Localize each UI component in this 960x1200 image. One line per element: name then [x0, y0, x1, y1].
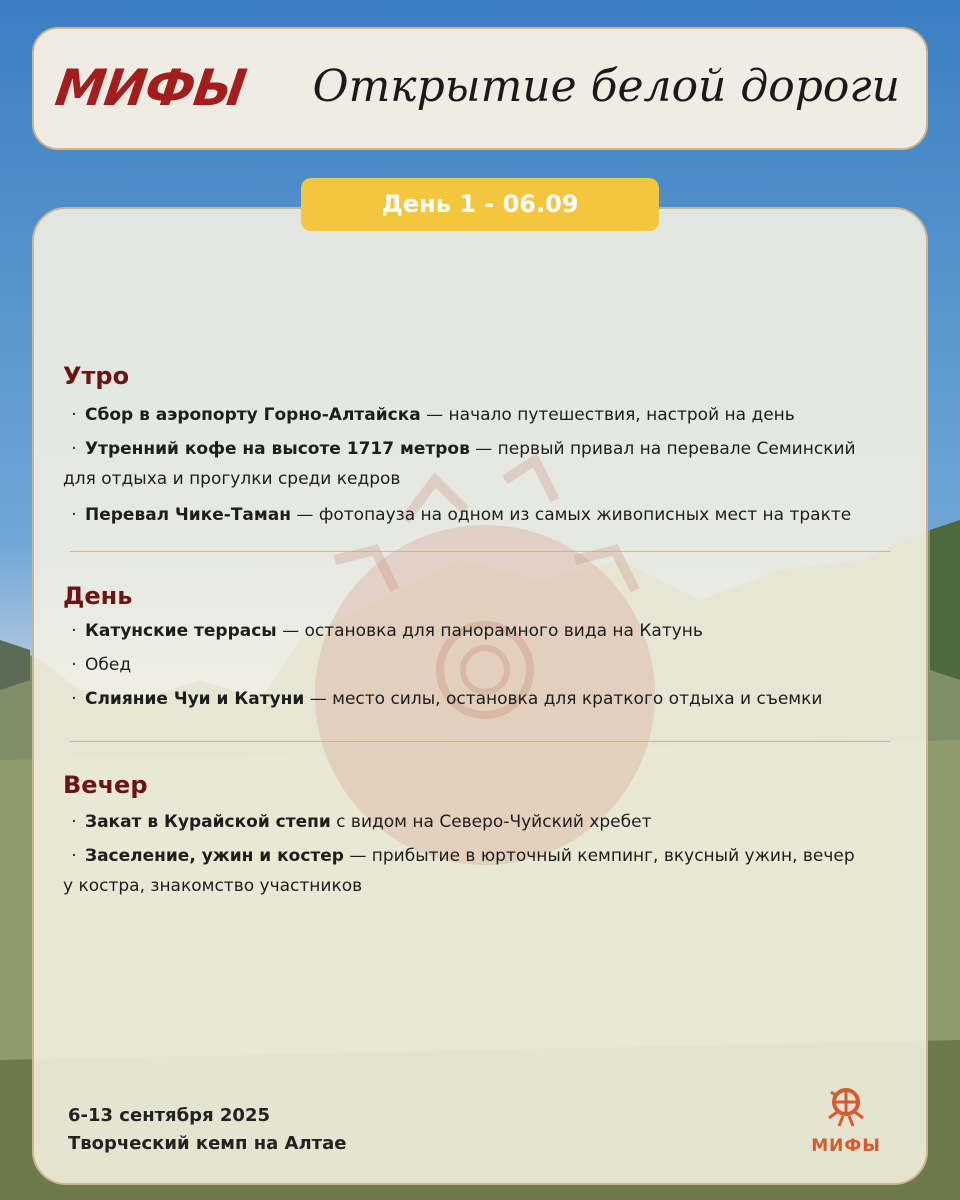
item-highlight: Сбор в аэропорту Горно-Алтайска	[85, 405, 421, 425]
page-title: Открытие белой дороги	[312, 61, 900, 112]
day-tab[interactable]: День 1 - 06.09	[301, 178, 659, 231]
item-text: — место силы, остановка для краткого отдыха и съемки	[304, 689, 823, 709]
item-text: — прибытие в юрточный кемпинг, вкусный ужин, вечер	[343, 846, 855, 866]
section-divider	[70, 551, 890, 552]
item-text: — первый привал на перевале Семинский	[469, 439, 856, 459]
section-divider	[70, 741, 890, 742]
list-item	[63, 434, 883, 464]
section-morning	[63, 362, 883, 530]
bullet-icon: ·	[71, 655, 77, 675]
list-item	[63, 684, 883, 714]
item-highlight: Катунские террасы	[85, 621, 277, 641]
section-title-day: День	[63, 582, 133, 610]
bullet-icon: ·	[71, 689, 77, 709]
section-title-evening: Вечер	[63, 771, 148, 799]
section-day	[63, 582, 883, 714]
event-dates: 6-13 сентября 2025	[68, 1105, 270, 1126]
item-text: Обед	[85, 655, 132, 675]
bullet-icon: ·	[71, 846, 77, 866]
item-text: — начало путешествия, настрой на день	[420, 405, 795, 425]
footer-logo-label: МИФЫ	[811, 1136, 881, 1156]
item-highlight: Слияние Чуи и Катуни	[85, 689, 305, 709]
item-highlight: Утренний кофе на высоте 1717 метров	[85, 439, 470, 459]
list-item-continuation: для отдыха и прогулки среди кедров	[63, 469, 401, 489]
sun-emblem-icon	[819, 1078, 873, 1132]
bullet-icon: ·	[71, 812, 77, 832]
section-evening	[63, 771, 883, 901]
list-item	[63, 807, 883, 837]
list-item	[63, 500, 883, 530]
item-highlight: Перевал Чике-Таман	[85, 505, 292, 525]
section-title-morning: Утро	[63, 362, 130, 390]
event-subtitle: Творческий кемп на Алтае	[68, 1133, 347, 1154]
brand-logo[interactable]: МИФЫ	[51, 59, 250, 117]
item-text: — остановка для панорамного вида на Катунь	[276, 621, 703, 641]
bullet-icon: ·	[71, 505, 77, 525]
list-item	[63, 400, 883, 430]
header-card	[32, 27, 928, 150]
footer-logo[interactable]	[806, 1078, 886, 1156]
item-text: — фотопауза на одном из самых живописных мест на тракте	[291, 505, 852, 525]
bullet-icon: ·	[71, 621, 77, 641]
item-highlight: Закат в Курайской степи	[85, 812, 331, 832]
item-highlight: Заселение, ужин и костер	[85, 846, 344, 866]
list-item-continuation: у костра, знакомство участников	[63, 876, 363, 896]
item-text: с видом на Северо-Чуйский хребет	[330, 812, 652, 832]
event-info	[68, 1102, 346, 1158]
list-item	[63, 650, 883, 680]
list-item	[63, 841, 883, 871]
bullet-icon: ·	[71, 439, 77, 459]
list-item	[63, 616, 883, 646]
bullet-icon: ·	[71, 405, 77, 425]
